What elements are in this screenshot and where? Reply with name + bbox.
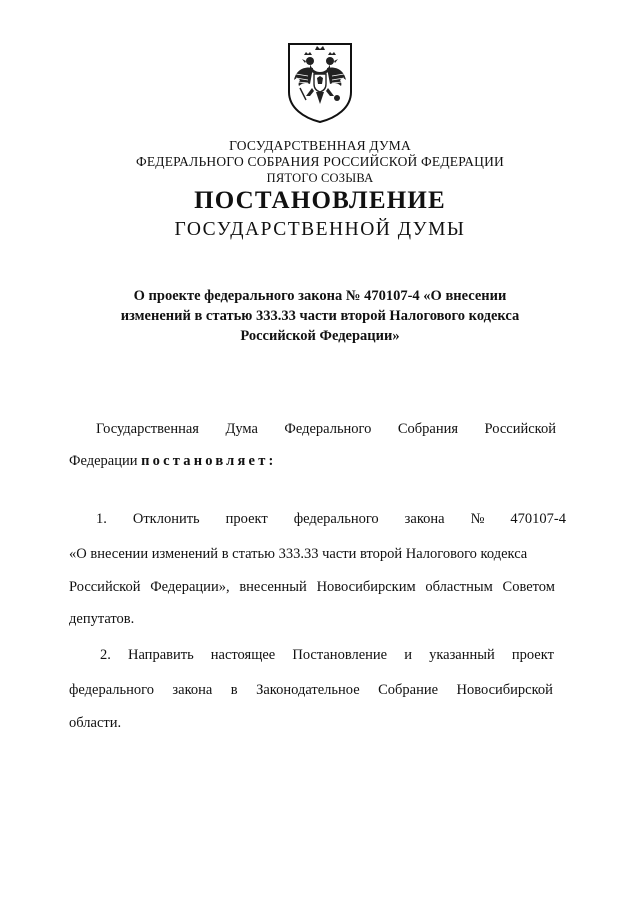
word: проект [511,647,554,663]
word: Постановление [292,647,388,663]
word: настоящее [210,647,276,663]
word: Законодательное [256,682,360,698]
item1-line-3 [69,578,555,596]
preamble-line-1 [96,420,556,438]
word: Российской [484,421,556,437]
word: 470107-4 [510,511,566,527]
word: федерального [293,511,379,527]
word: Советом [502,579,555,595]
word: и [404,647,412,663]
word: Федерации», [150,579,230,595]
org-name-line1: ГОСУДАРСТВЕННАЯ ДУМА [229,138,411,153]
document-subject [60,286,580,346]
subject-line-3: Российской Федерации» [240,328,400,344]
subject-line-2: изменений в статью 333.33 части второй Налогового кодекса [120,308,520,324]
item2-line-3: области. [69,715,122,731]
word: закона [404,511,445,527]
word: Собрание [378,682,439,698]
word: Государственная [96,421,199,437]
item2-line-1 [100,646,554,664]
word: проект [225,511,268,527]
subject-line-1: О проекте федерального закона № 470107-4 «О внесении [133,288,507,304]
document-issuer-title: ГОСУДАРСТВЕННОЙ ДУМЫ [174,219,466,240]
word: закона [172,682,213,698]
word: указанный [429,647,495,663]
preamble-prefix: Федерации [69,453,142,469]
word: Федерального [284,421,372,437]
org-name-line2: ФЕДЕРАЛЬНОГО СОБРАНИЯ РОССИЙСКОЙ ФЕДЕРАЦИИ [136,154,504,169]
word: Новосибирским [316,579,416,595]
word: федерального [69,682,154,698]
word: областным [425,579,493,595]
item2-line-2 [69,681,553,699]
word: Дума [225,421,258,437]
word: Собрания [397,421,459,437]
word: Российской [69,579,141,595]
word: Отклонить [132,511,200,527]
word: внесенный [239,579,307,595]
item1-line-2: «О внесении изменений в статью 333.33 части второй Налогового кодекса [69,546,528,562]
convocation-line: ПЯТОГО СОЗЫВА [266,171,374,185]
decree-word: постановляет: [141,453,277,469]
item1-line-4: депутатов. [69,611,135,627]
state-emblem-icon [286,40,354,124]
document-type-title: ПОСТАНОВЛЕНИЕ [194,187,446,214]
word: Направить [127,647,194,663]
preamble-line-2 [69,452,277,470]
word: в [230,682,238,698]
word: Новосибирской [456,682,553,698]
word: 1. [96,511,107,527]
word: № [470,511,485,527]
word: 2. [100,647,111,663]
item1-line-1 [96,510,566,528]
